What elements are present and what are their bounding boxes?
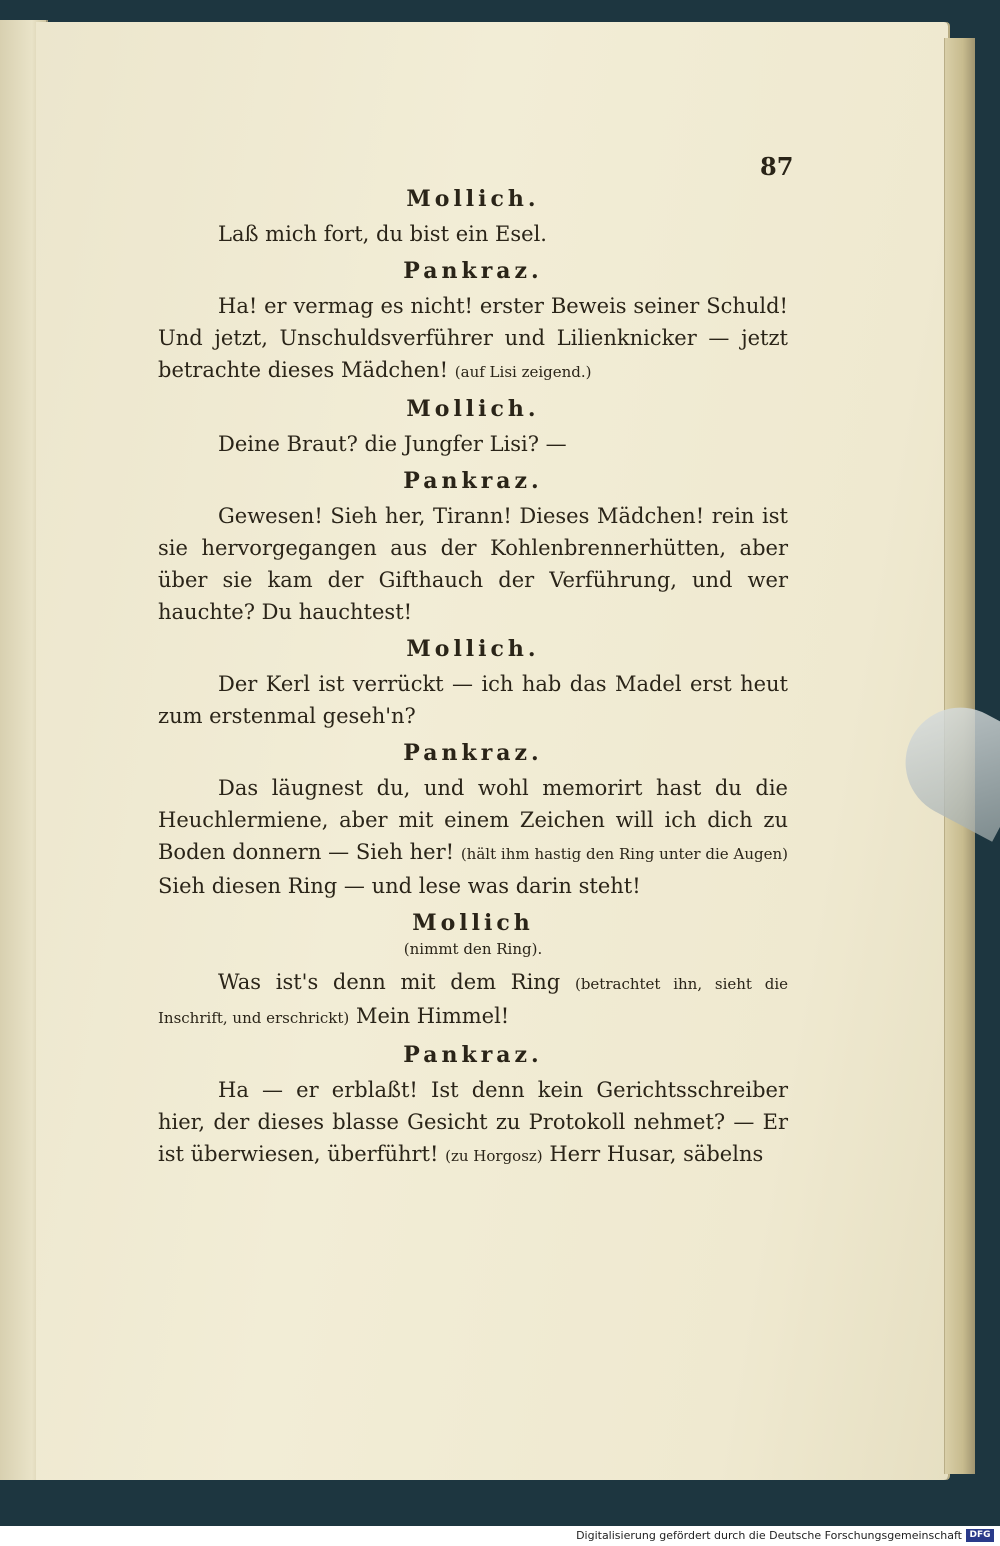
page-number: 87: [760, 152, 794, 181]
speaker-name: Pankraz.: [403, 468, 543, 494]
dialogue-text: Mein Himmel!: [355, 1004, 510, 1028]
dialogue-line: [158, 428, 788, 460]
dialogue-text: Herr Husar, säbelns: [549, 1142, 764, 1166]
dialogue-line: [158, 290, 788, 388]
dialogue-text: Deine Braut? die Jungfer Lisi? —: [218, 432, 567, 456]
speaker-name: Pankraz.: [403, 1042, 543, 1068]
dialogue-line: [158, 668, 788, 732]
dialogue-line: [158, 218, 788, 250]
stage-direction: (auf Lisi zeigend.): [454, 363, 592, 381]
dialogue-text: Was ist's denn mit dem Ring: [218, 970, 561, 994]
stage-direction: (zu Horgosz): [445, 1147, 543, 1165]
speaker-name: Pankraz.: [403, 258, 543, 284]
dialogue-line: [158, 500, 788, 628]
stage-direction: (nimmt den Ring).: [403, 940, 543, 958]
speaker-name: Mollich: [412, 910, 534, 936]
speaker-name: Pankraz.: [403, 740, 543, 766]
footer-bar: [0, 1526, 1000, 1546]
stage-direction: (hält ihm hastig den Ring unter die Augen): [460, 845, 788, 863]
dialogue-text: Das läugnest du, und wohl memorirt hast du die Heuchlermiene, aber mit einem Zeichen will ich dich zu Boden donnern — Sieh her!: [158, 776, 788, 864]
dialogue-line: [158, 1074, 788, 1172]
dialogue-text: Gewesen! Sieh her, Tirann! Dieses Mädchen! rein ist sie hervorgegangen aus der Kohlenbrennerhütten, aber über sie kam der Gifthauch der Verführung, und wer hauchte? Du hauchtest!: [158, 504, 788, 624]
dialogue-text: Laß mich fort, du bist ein Esel.: [218, 222, 547, 246]
dialogue-text: Der Kerl ist verrückt — ich hab das Madel erst heut zum erstenmal geseh'n?: [158, 672, 788, 728]
speaker-name: Mollich.: [406, 396, 540, 422]
dfg-logo-icon: DFG: [966, 1529, 994, 1542]
dialogue-text: Ha! er vermag es nicht! erster Beweis seiner Schuld! Und jetzt, Unschuldsverführer und Lilienknicker — jetzt betrachte dieses Mädchen!: [158, 294, 788, 382]
dialogue-line: [158, 966, 788, 1034]
speaker-name: Mollich.: [406, 636, 540, 662]
stage-direction: (betrachtet ihn, sieht die Inschrift, und erschrickt): [158, 975, 789, 1027]
dialogue-line: [158, 772, 788, 902]
speaker-name: Mollich.: [406, 186, 540, 212]
funding-credit: Digitalisierung gefördert durch die Deutsche Forschungsgemeinschaft: [576, 1529, 962, 1542]
dialogue-text: Sieh diesen Ring — und lese was darin steht!: [158, 874, 641, 898]
play-text: [158, 178, 788, 1176]
dialogue-text: Ha — er erblaßt! Ist denn kein Gerichtsschreiber hier, der dieses blasse Gesicht zu Protokoll nehmet? — Er ist überwiesen, überführt!: [158, 1078, 788, 1166]
